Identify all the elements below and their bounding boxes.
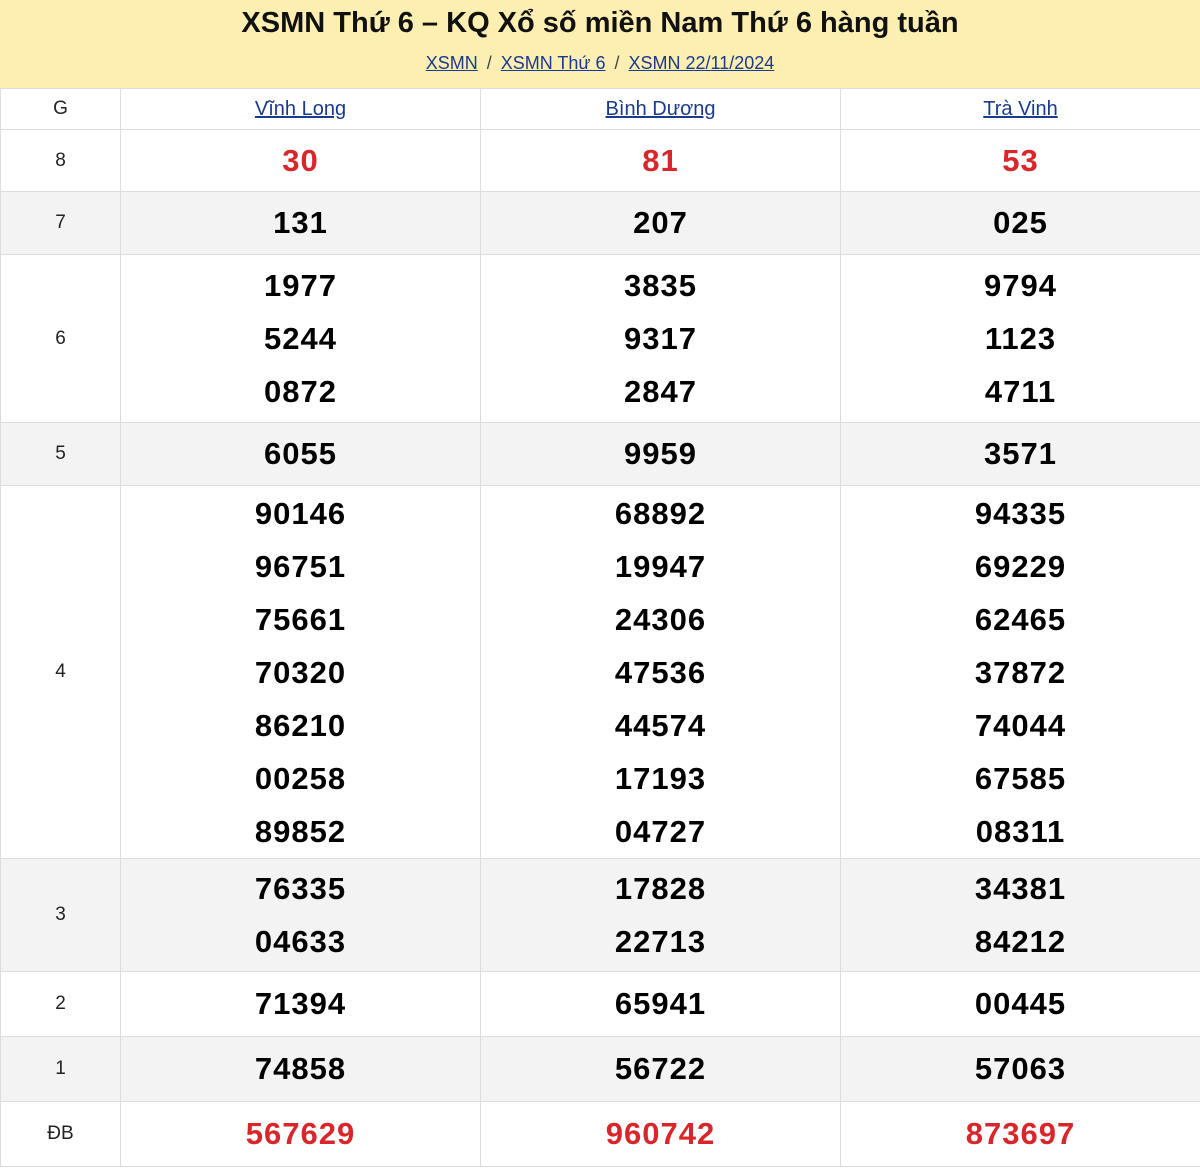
highlight-number: 567629 [245, 1116, 356, 1151]
table-row [1, 255, 1200, 423]
prize-column-header: G [1, 89, 121, 130]
highlight-number: 30 [282, 142, 319, 178]
table-header-row [1, 89, 1200, 130]
result-cell [841, 192, 1200, 255]
result-number: 17193 [614, 760, 707, 796]
result-number: 131 [273, 205, 328, 240]
result-number: 5244 [264, 321, 337, 356]
result-number: 65941 [614, 986, 707, 1021]
page-header [0, 0, 1200, 88]
breadcrumb-link-xsmn[interactable]: XSMN [425, 53, 478, 73]
highlight-number: 53 [1002, 142, 1039, 178]
highlight-number: 873697 [965, 1116, 1076, 1151]
result-number: 2847 [624, 374, 697, 409]
result-number: 68892 [614, 495, 707, 531]
result-cell [481, 1102, 841, 1167]
prize-label: 8 [1, 130, 121, 192]
province-link-tra-vinh[interactable]: Trà Vinh [983, 97, 1058, 120]
province-header [841, 89, 1200, 130]
result-number: 76335 [254, 871, 347, 906]
result-number: 86210 [254, 707, 347, 743]
result-number: 47536 [614, 654, 707, 690]
result-number: 34381 [974, 871, 1067, 906]
highlight-number: 81 [642, 142, 679, 178]
result-number: 3571 [984, 436, 1057, 471]
result-number: 9317 [624, 321, 697, 356]
result-cell [841, 486, 1200, 859]
result-number: 4711 [984, 374, 1057, 409]
result-cell [121, 423, 481, 486]
result-number: 1977 [264, 268, 337, 303]
table-row [1, 192, 1200, 255]
result-cell [841, 859, 1200, 972]
result-number: 00258 [254, 760, 347, 796]
result-number: 08311 [975, 813, 1066, 849]
result-cell [481, 255, 841, 423]
prize-label: 7 [1, 192, 121, 255]
result-cell [481, 1037, 841, 1102]
result-number: 3835 [624, 268, 697, 303]
result-number: 00445 [974, 986, 1067, 1021]
result-number: 9794 [984, 268, 1057, 303]
table-row [1, 1102, 1200, 1167]
result-cell [121, 486, 481, 859]
result-number: 025 [993, 205, 1048, 240]
breadcrumb-link-xsmn-thu-6[interactable]: XSMN Thứ 6 [500, 53, 606, 73]
result-cell [841, 130, 1200, 192]
table-row [1, 423, 1200, 486]
result-cell [481, 486, 841, 859]
result-cell [841, 423, 1200, 486]
result-number: 207 [633, 205, 688, 240]
result-number: 04633 [254, 924, 347, 959]
result-number: 56722 [614, 1051, 707, 1086]
result-number: 57063 [974, 1051, 1067, 1086]
result-number: 19947 [614, 548, 707, 584]
result-number: 94335 [974, 495, 1067, 531]
result-number: 75661 [254, 601, 347, 637]
result-number: 37872 [974, 654, 1067, 690]
result-number: 84212 [974, 924, 1067, 959]
result-cell [121, 130, 481, 192]
result-number: 9959 [624, 436, 697, 471]
prize-label: 5 [1, 423, 121, 486]
table-row [1, 1037, 1200, 1102]
result-number: 0872 [264, 374, 337, 409]
result-cell [841, 255, 1200, 423]
prize-label: 2 [1, 972, 121, 1037]
result-cell [121, 859, 481, 972]
result-number: 90146 [254, 495, 347, 531]
result-number: 74858 [254, 1051, 347, 1086]
result-cell [121, 972, 481, 1037]
province-link-binh-duong[interactable]: Bình Dương [605, 97, 716, 120]
result-number: 70320 [254, 654, 347, 690]
result-cell [121, 255, 481, 423]
prize-label: 4 [1, 486, 121, 859]
table-row [1, 486, 1200, 859]
result-number: 6055 [264, 436, 337, 471]
result-number: 69229 [974, 548, 1067, 584]
province-link-vinh-long[interactable]: Vĩnh Long [254, 97, 347, 120]
result-cell [841, 1037, 1200, 1102]
province-header [481, 89, 841, 130]
page-title: XSMN Thứ 6 – KQ Xổ số miền Nam Thứ 6 hàng tuần [241, 7, 959, 39]
result-number: 04727 [614, 813, 707, 849]
result-cell [121, 1102, 481, 1167]
result-number: 62465 [974, 601, 1067, 637]
result-number: 89852 [254, 813, 347, 849]
result-number: 44574 [614, 707, 707, 743]
breadcrumb [0, 51, 1200, 75]
result-number: 96751 [254, 548, 347, 584]
table-row [1, 859, 1200, 972]
results-table [0, 88, 1200, 1167]
result-cell [121, 1037, 481, 1102]
result-number: 74044 [974, 707, 1067, 743]
result-number: 17828 [614, 871, 707, 906]
result-cell [841, 1102, 1200, 1167]
highlight-number: 960742 [605, 1116, 716, 1151]
result-cell [481, 192, 841, 255]
result-number: 67585 [974, 760, 1067, 796]
breadcrumb-link-date[interactable]: XSMN 22/11/2024 [628, 53, 775, 73]
result-cell [121, 192, 481, 255]
result-number: 1123 [984, 321, 1057, 356]
result-cell [841, 972, 1200, 1037]
table-row [1, 130, 1200, 192]
breadcrumb-separator: / [614, 53, 620, 73]
prize-label: 3 [1, 859, 121, 972]
result-cell [481, 972, 841, 1037]
result-cell [481, 423, 841, 486]
result-number: 22713 [614, 924, 707, 959]
table-row [1, 972, 1200, 1037]
result-cell [481, 130, 841, 192]
province-header [121, 89, 481, 130]
result-number: 71394 [254, 986, 347, 1021]
prize-label: 1 [1, 1037, 121, 1102]
breadcrumb-separator: / [486, 53, 492, 73]
prize-label: 6 [1, 255, 121, 423]
result-number: 24306 [614, 601, 707, 637]
prize-label: ĐB [1, 1102, 121, 1167]
result-cell [481, 859, 841, 972]
